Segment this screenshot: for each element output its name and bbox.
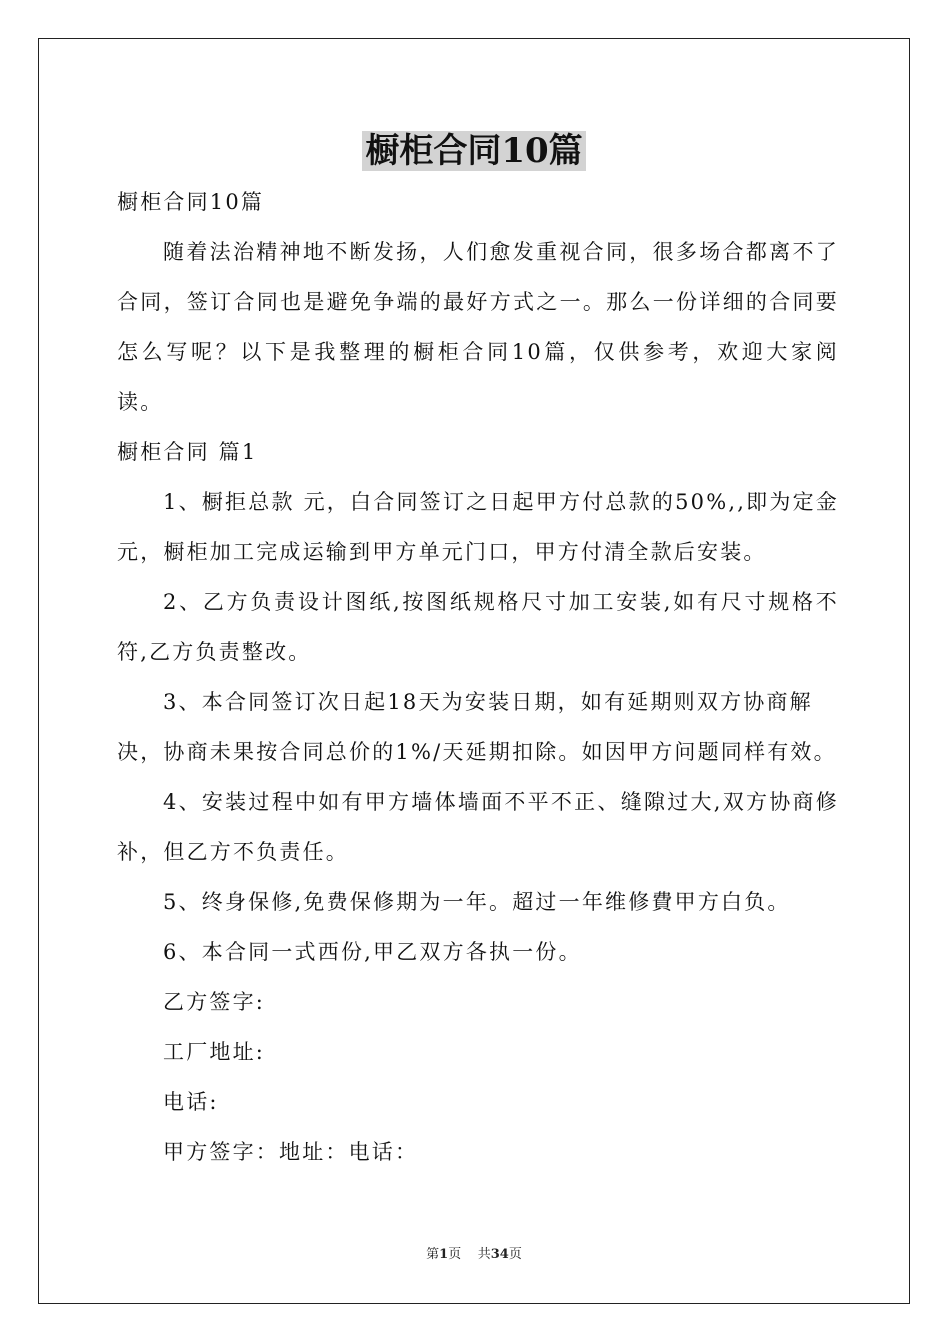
- section-heading: 橱柜合同 篇1: [117, 440, 258, 464]
- total-prefix: 共: [477, 1247, 491, 1262]
- signature-party-b: 乙方签字:: [163, 990, 266, 1014]
- clause-1: 1、橱拒总款 元，白合同签订之日起甲方付总款的50%,,即为定金 元，橱柜加工完成运输到甲方单元门口，甲方付清全款后安装。: [117, 490, 839, 564]
- page-total: 34: [490, 1247, 509, 1262]
- total-unit: 页: [508, 1247, 522, 1262]
- clause-6: 6、本合同一式西份,甲乙双方各执一份。: [163, 940, 582, 964]
- clause-2: 2、乙方负责设计图纸,按图纸规格尺寸加工安装,如有尺寸规格不符,乙方负责整改。: [117, 590, 839, 664]
- clause-4: 4、安装过程中如有甲方墙体墙面不平不正、缝隙过大,双方协商修补，但乙方不负责任。: [117, 790, 839, 864]
- document-title: [39, 128, 909, 174]
- clause-5: 5、终身保修,免费保修期为一年。超过一年维修費甲方白负。: [163, 890, 791, 914]
- page-current: 1: [439, 1247, 449, 1262]
- document-title-text: 橱柜合同10篇: [362, 131, 585, 171]
- document-page: [38, 38, 910, 1304]
- document-body: [117, 177, 839, 1177]
- intro-paragraph: 随着法治精神地不断发扬，人们愈发重视合同，很多场合都离不了合同，签订合同也是避免争端的最好方式之一。那么一份详细的合同要怎么写呢？以下是我整理的橱柜合同10篇，仅供参考，欢迎大家阅读。: [117, 240, 839, 414]
- signature-party-a: 甲方签字：地址：电话：: [163, 1140, 419, 1164]
- factory-address: 工厂地址:: [163, 1040, 266, 1064]
- phone: 电话:: [163, 1090, 219, 1114]
- page-prefix: 第: [426, 1247, 440, 1262]
- clause-3: 3、本合同签订次日起18天为安装日期，如有延期则双方协商解决，协商未果按合同总价的1%/天延期扣除。如因甲方问题同样有效。: [117, 690, 837, 764]
- page-footer: [39, 1245, 909, 1265]
- page-unit: 页: [448, 1247, 462, 1262]
- document-subtitle: 橱柜合同10篇: [117, 190, 265, 214]
